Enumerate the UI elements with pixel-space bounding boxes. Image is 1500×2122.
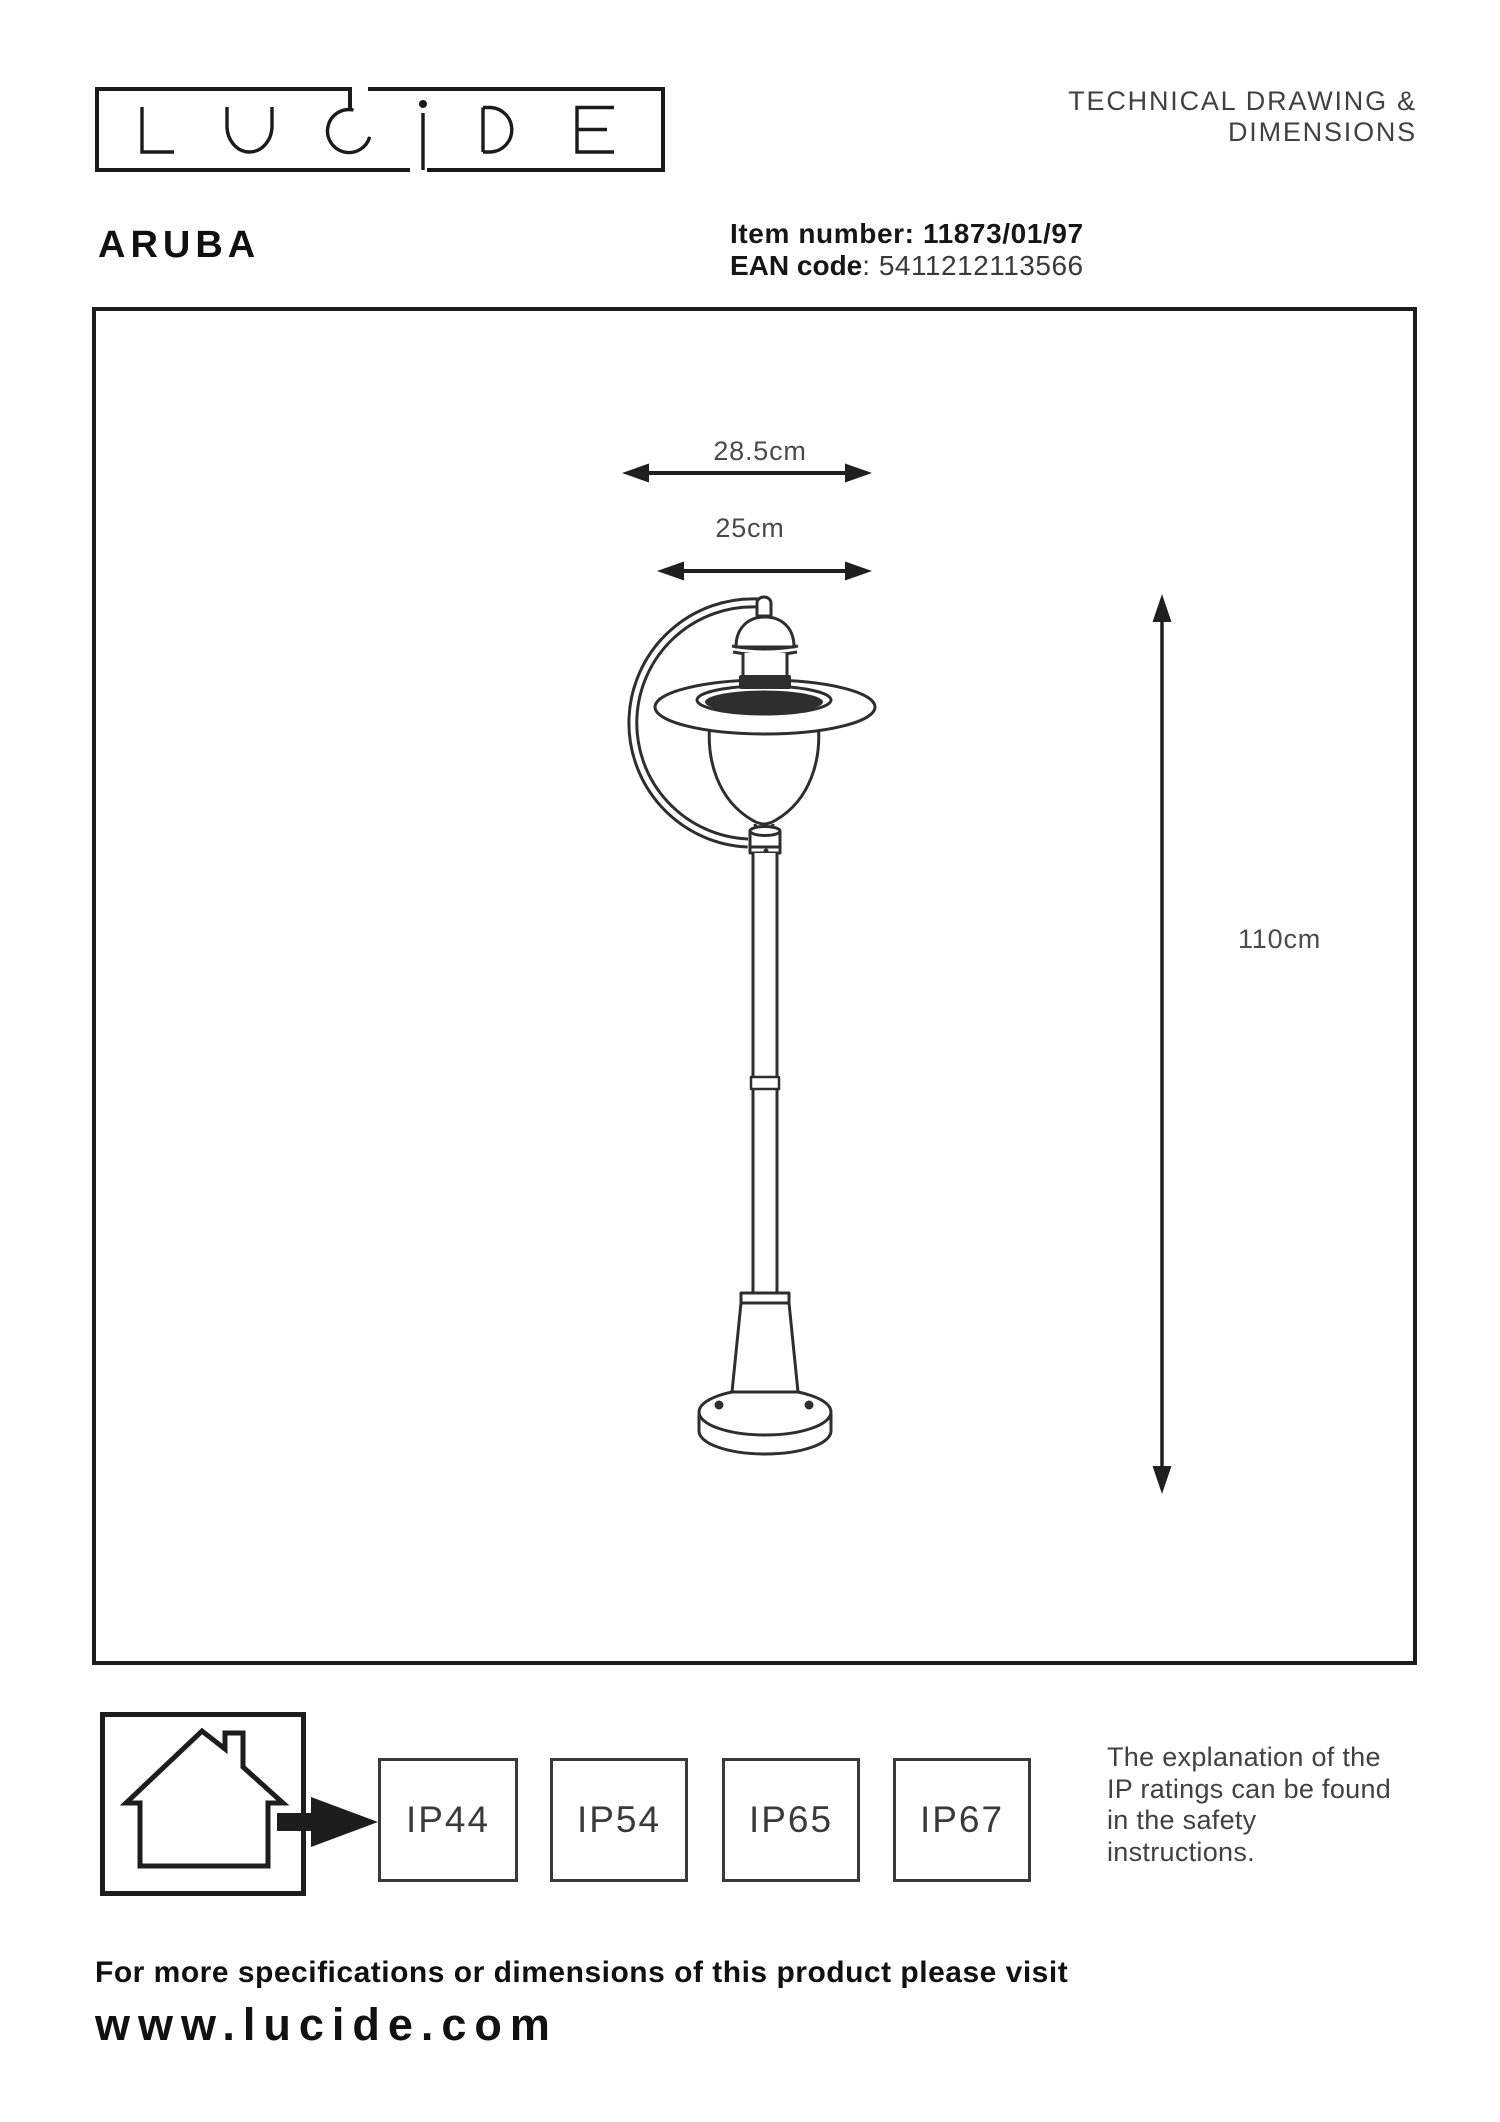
logo-letters	[142, 100, 614, 170]
item-number-value: 11873/01/97	[922, 218, 1084, 249]
ip-note-line-4: instructions.	[1107, 1836, 1255, 1867]
ean-separator: :	[862, 250, 879, 281]
technical-drawing-frame	[92, 307, 1417, 1665]
ip-note-line-2: IP ratings can be found	[1107, 1773, 1392, 1804]
product-name: ARUBA	[98, 224, 261, 266]
ean-value: 5411212113566	[878, 250, 1084, 281]
ean-line	[730, 250, 1084, 282]
ip-note-line-1: The explanation of the	[1107, 1742, 1381, 1772]
dimension-label-width-mid: 25cm	[715, 513, 785, 543]
ip-ratings-note	[1107, 1742, 1391, 1868]
dimension-label-height: 110cm	[1238, 924, 1322, 954]
ip54-label: IP54	[576, 1799, 662, 1840]
logo-letter-u	[227, 107, 272, 152]
logo-letter-c	[328, 110, 370, 153]
logo-frame-left	[97, 89, 410, 170]
logo-frame-right	[368, 89, 663, 170]
item-number-label: Item number:	[730, 218, 915, 249]
ip44-label: IP44	[405, 1799, 491, 1840]
dimension-label-width-top: 28.5cm	[713, 436, 807, 466]
ip67-label: IP67	[919, 1799, 1005, 1840]
website-link[interactable]: www.lucide.com	[95, 1999, 558, 2050]
logo-letter-e	[577, 108, 614, 153]
ip-note-line-3: in the safety	[1107, 1805, 1257, 1835]
more-specs-text: For more specifications or dimensions of this product please visit	[95, 1956, 1069, 1989]
ip-rating-box-ip44	[378, 1758, 518, 1882]
logo-letter-l	[142, 107, 174, 152]
ip-rating-box-ip67	[893, 1758, 1031, 1882]
ip-rating-box-ip54	[550, 1758, 688, 1882]
logo-letter-i-dot	[419, 100, 427, 108]
ean-label: EAN code	[730, 250, 863, 281]
ip65-label: IP65	[748, 1799, 834, 1840]
page-title: TECHNICAL DRAWING & DIMENSIONS	[1068, 86, 1417, 147]
item-number-line	[730, 218, 1084, 250]
logo-letter-d	[483, 108, 512, 153]
house-icon-frame	[100, 1712, 306, 1896]
ip-rating-box-ip65	[722, 1758, 860, 1882]
lucide-logo	[97, 89, 663, 170]
